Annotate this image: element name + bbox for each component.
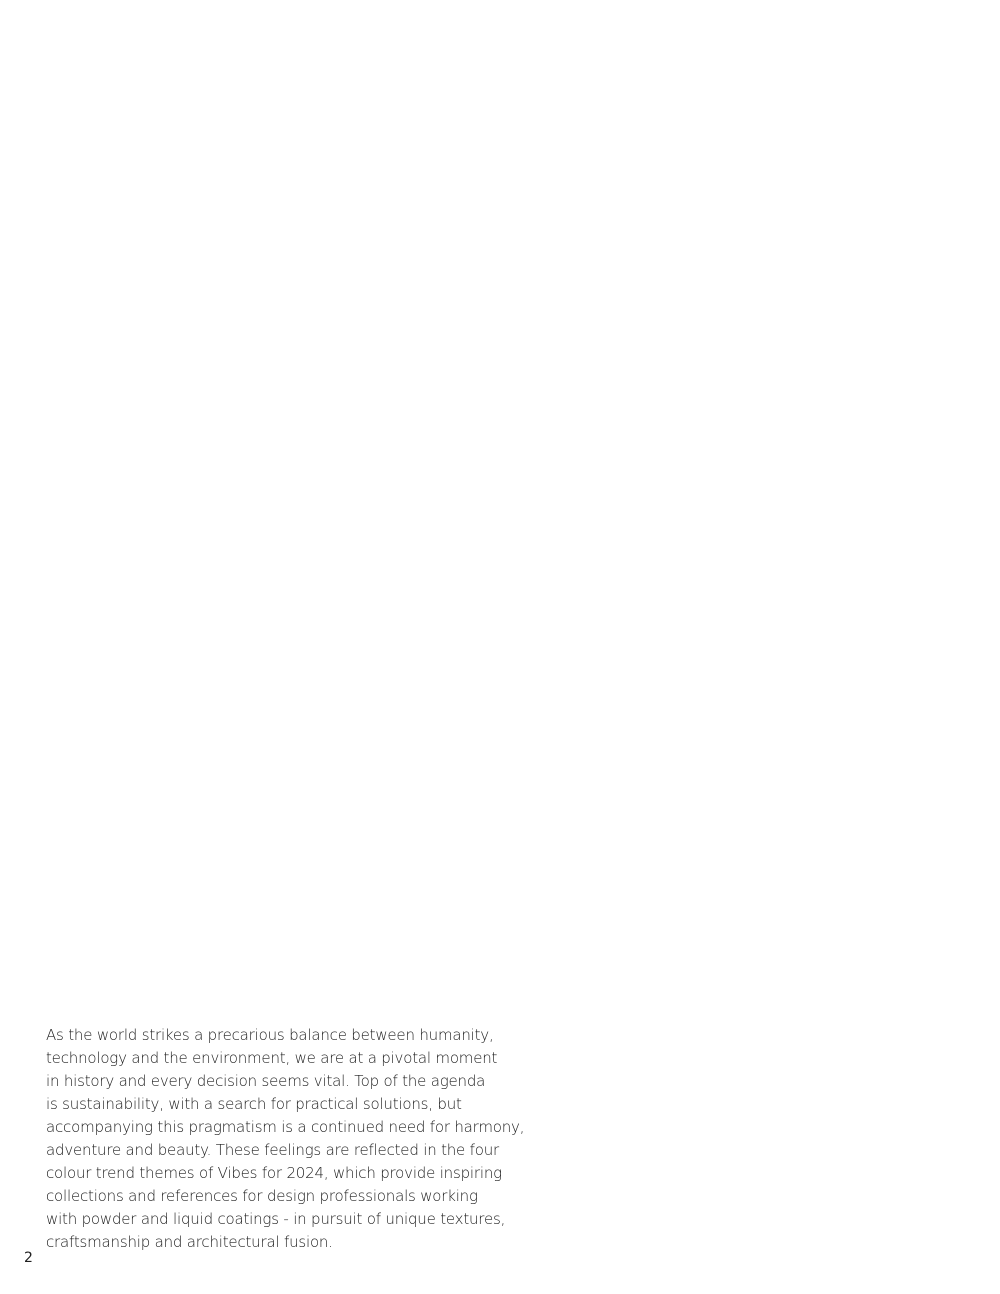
intro-line: technology and the environment, we are at a pivotal moment — [46, 1049, 498, 1067]
intro-line: collections and references for design professionals working — [46, 1187, 478, 1205]
intro-line: As the world strikes a precarious balance between humanity, — [46, 1026, 494, 1044]
intro-line: craftsmanship and architectural fusion. — [46, 1233, 333, 1251]
intro-line: in history and every decision seems vital. Top of the agenda — [46, 1072, 486, 1090]
intro-line: colour trend themes of Vibes for 2024, which provide inspiring — [46, 1164, 502, 1182]
intro-line: accompanying this pragmatism is a continued need for harmony, — [46, 1118, 525, 1136]
page-number: 2 — [24, 1250, 33, 1266]
intro-line: with powder and liquid coatings - in pursuit of unique textures, — [46, 1210, 506, 1228]
intro-line: adventure and beauty. These feelings are reflected in the four — [46, 1141, 499, 1159]
intro-line: is sustainability, with a search for practical solutions, but — [46, 1095, 462, 1113]
intro-paragraph — [46, 1024, 525, 1254]
